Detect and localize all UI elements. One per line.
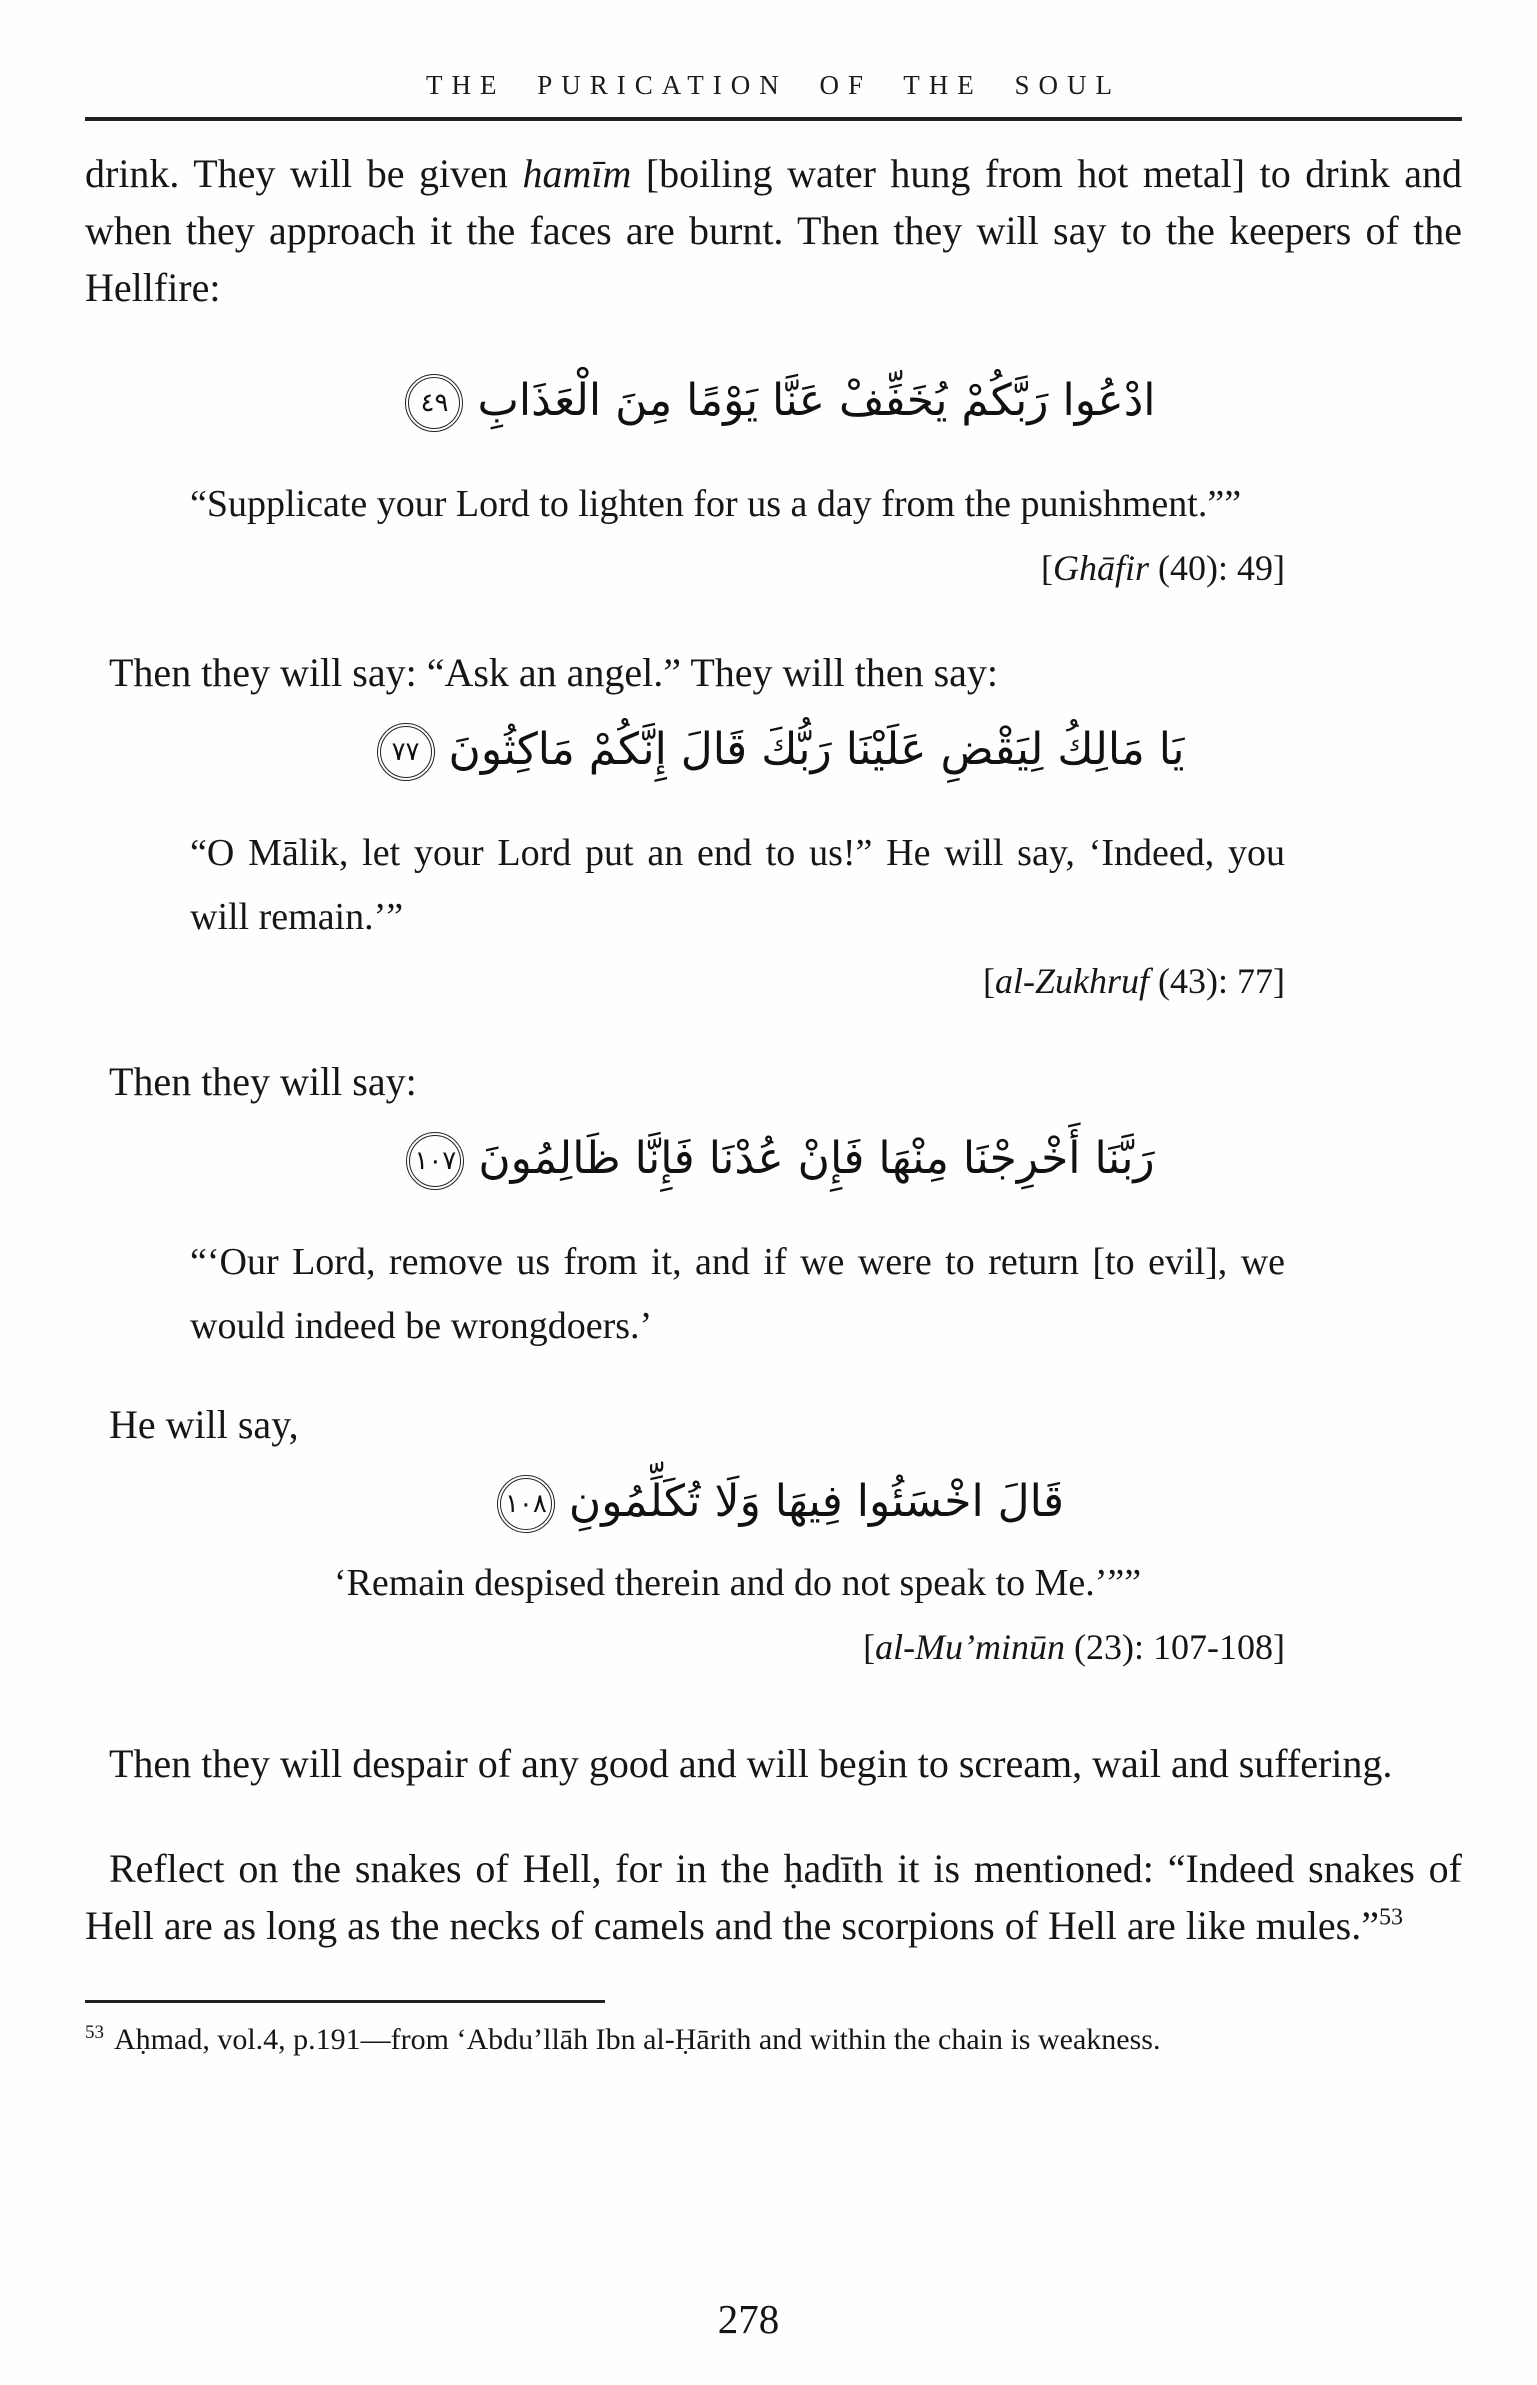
arabic-verse-muminun-108 bbox=[85, 1463, 1462, 1541]
citation-surah-name: Ghāfir bbox=[1053, 548, 1150, 588]
term-hamim: hamīm bbox=[522, 151, 632, 196]
paragraph-despair: Then they will despair of any good and will begin to scream, wail and suffering. bbox=[109, 1741, 1393, 1786]
footnote-rule bbox=[85, 2000, 605, 2003]
citation-bracket: [ bbox=[1041, 548, 1054, 588]
quote-translation-muminun-107: “‘Our Lord, remove us from it, and if we were to return [to evil], we would indeed be wrongdoers.’ bbox=[190, 1241, 1285, 1347]
arabic-verse-ghafir-49 bbox=[85, 362, 1462, 440]
quote-translation-muminun-108: ‘Remain despised therein and do not speak to Me.’”” bbox=[333, 1562, 1142, 1604]
quote-translation-ghafir: “Supplicate your Lord to lighten for us a day from the punishment.”” bbox=[190, 483, 1242, 525]
paragraph-text: drink. They will be given bbox=[85, 151, 523, 196]
arabic-verse-text: ادْعُوا رَبَّكُمْ يُخَفِّفْ عَنَّا يَوْمًا مِنَ الْعَذَابِ bbox=[477, 375, 1156, 426]
running-header: THE PURICATION OF THE SOUL bbox=[425, 70, 1121, 100]
verse-number-medallion: ٤٩ bbox=[405, 374, 463, 432]
verse-number-medallion: ٧٧ bbox=[377, 723, 435, 781]
verse-citation-zukhruf bbox=[190, 957, 1285, 1005]
citation-reference: (40): 49] bbox=[1149, 548, 1285, 588]
verse-number-medallion: ١٠٧ bbox=[406, 1132, 464, 1190]
arabic-verse-text: قَالَ اخْسَئُوا فِيهَا وَلَا تُكَلِّمُونِ bbox=[568, 1476, 1065, 1527]
header-rule bbox=[85, 117, 1462, 121]
arabic-verse-text: رَبَّنَا أَخْرِجْنَا مِنْهَا فَإِنْ عُدْنَا فَإِنَّا ظَالِمُونَ bbox=[478, 1133, 1155, 1184]
paragraph-snakes-hadith bbox=[85, 1840, 1462, 1954]
footnote-number: 53 bbox=[85, 2022, 104, 2043]
citation-surah-name: al-Mu’minūn bbox=[875, 1627, 1066, 1667]
footnote-text: Aḥmad, vol.4, p.191—from ‘Abdu’llāh Ibn al-Ḥārith and within the chain is weakness. bbox=[114, 2023, 1161, 2056]
paragraph-text: [boiling water hung from hot metal] to drink and when they approach it the faces are burnt. Then they will say to the keepers of the Hellfire: bbox=[85, 151, 1462, 310]
arabic-verse-text: يَا مَالِكُ لِيَقْضِ عَلَيْنَا رَبُّكَ قَالَ إِنَّكُمْ مَاكِثُونَ bbox=[448, 724, 1185, 775]
page-number: 278 bbox=[717, 2296, 780, 2342]
paragraph-he-will-say: He will say, bbox=[109, 1402, 299, 1447]
citation-reference: (43): 77] bbox=[1149, 961, 1285, 1001]
arabic-verse-muminun-107 bbox=[85, 1120, 1462, 1198]
verse-citation-muminun bbox=[190, 1623, 1285, 1671]
footnote bbox=[85, 2013, 1462, 2060]
citation-bracket: [ bbox=[863, 1627, 876, 1667]
paragraph-then-they-will-say: Then they will say: bbox=[109, 1059, 417, 1104]
verse-citation-ghafir bbox=[190, 544, 1285, 592]
verse-number-medallion: ١٠٨ bbox=[497, 1475, 555, 1533]
footnote-reference: 53 bbox=[1379, 1904, 1404, 1931]
quote-translation-zukhruf: “O Mālik, let your Lord put an end to us!” He will say, ‘Indeed, you will remain.’” bbox=[190, 832, 1285, 938]
citation-surah-name: al-Zukhruf bbox=[995, 961, 1150, 1001]
paragraph-intro bbox=[85, 145, 1462, 316]
paragraph-ask-angel: Then they will say: “Ask an angel.” They will then say: bbox=[109, 650, 999, 695]
arabic-verse-zukhruf-77 bbox=[85, 711, 1462, 789]
citation-bracket: [ bbox=[983, 961, 996, 1001]
citation-reference: (23): 107-108] bbox=[1065, 1627, 1285, 1667]
paragraph-text: Reflect on the snakes of Hell, for in the ḥadīth it is mentioned: “Indeed snakes of Hell are as long as the necks of camels and the scorpions of Hell are like mules.” bbox=[85, 1846, 1462, 1948]
